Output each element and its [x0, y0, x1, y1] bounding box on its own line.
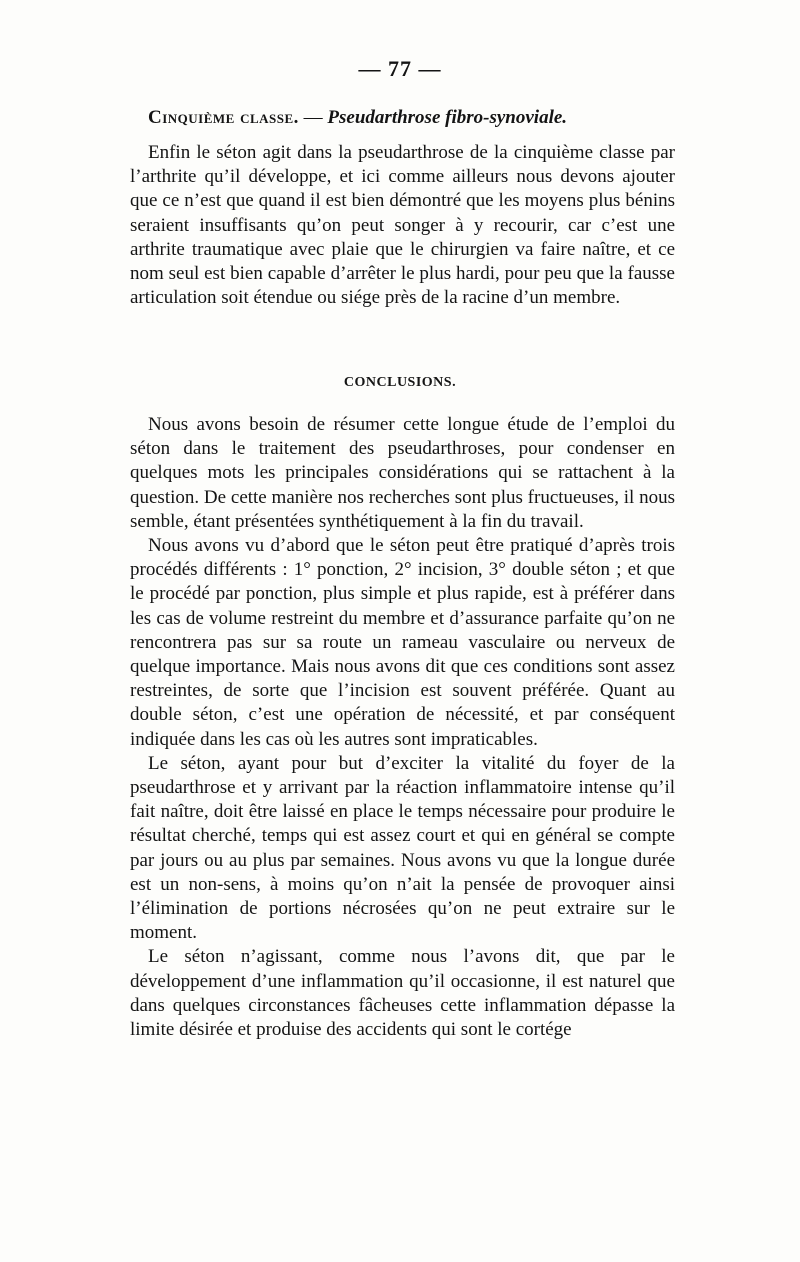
conclusion-paragraph: Le séton n’agissant, comme nous l’avons dit, que par le développement d’une inflammation qu’il occasionne, il est naturel que dans quelques circonstances fâcheuses cette inflammation dépasse la limite désirée et produise des accidents qui sont le cortége — [130, 946, 675, 1041]
section-dash: — — [298, 107, 328, 128]
conclusions-text-block — [130, 413, 675, 1042]
section-title: Pseudarthrose fibro-synoviale. — [327, 107, 568, 128]
conclusion-paragraph: Le séton, ayant pour but d’exciter la vitalité du foyer de la pseudarthrose et y arrivant par la réaction inflammatoire intense qu’il fait naître, doit être laissé en place le temps nécessaire pour produire le résultat cherché, temps qui est assez court et qui en général se compte par jours ou au plus par semaines. Nous avons vu que la longue durée est un non-sens, à moins qu’on n’ait la pensée de provoquer ainsi l’élimination de portions nécrosées qu’on ne peut extraire sur le moment. — [130, 752, 675, 944]
section-heading — [148, 105, 678, 131]
paragraph-fifth-class: Enfin le séton agit dans la pseudarthrose de la cinquième classe par l’arthrite qu’il développe, et ici comme ailleurs nous devons ajouter que ce n’est que quand il est bien démontré que les moyens plus bénins seraient insuffisants qu’on peut songer à y recourir, car c’est une arthrite traumatique avec plaie que le chirurgien va faire naître, et ce nom seul est bien capable d’arrêter le plus hardi, pour peu que la fausse articulation soit étendue ou siége près de la racine d’un membre. — [130, 142, 675, 309]
conclusion-paragraph: Nous avons vu d’abord que le séton peut être pratiqué d’après trois procédés différents : 1° ponction, 2° incision, 3° double séton ; et que le procédé par ponction, plus simple et plus rapide, est à préférer dans les cas de volume restreint du membre et d’assurance parfaite qu’on ne rencontrera pas sur sa route un rameau vasculaire ou nerveux de quelque importance. Mais nous avons dit que ces conditions sont assez restreintes, de sorte que l’incision est souvent préférée. Quant au double séton, c’est une opération de nécessité, et par conséquent indiquée dans les cas où les autres sont impraticables. — [130, 535, 675, 750]
section-class-label: Cinquième classe. — [148, 107, 299, 128]
page-number: — 77 — — [358, 56, 442, 81]
intro-text-block — [130, 141, 675, 310]
conclusions-heading: CONCLUSIONS. — [343, 375, 457, 390]
conclusion-paragraph: Nous avons besoin de résumer cette longue étude de l’emploi du séton dans le traitement des pseudarthroses, pour condenser en quelques mots les principales considérations qui se rattachent à la question. De cette manière nos recherches sont plus fructueuses, il nous semble, étant présentées synthétiquement à la fin du travail. — [130, 414, 675, 532]
